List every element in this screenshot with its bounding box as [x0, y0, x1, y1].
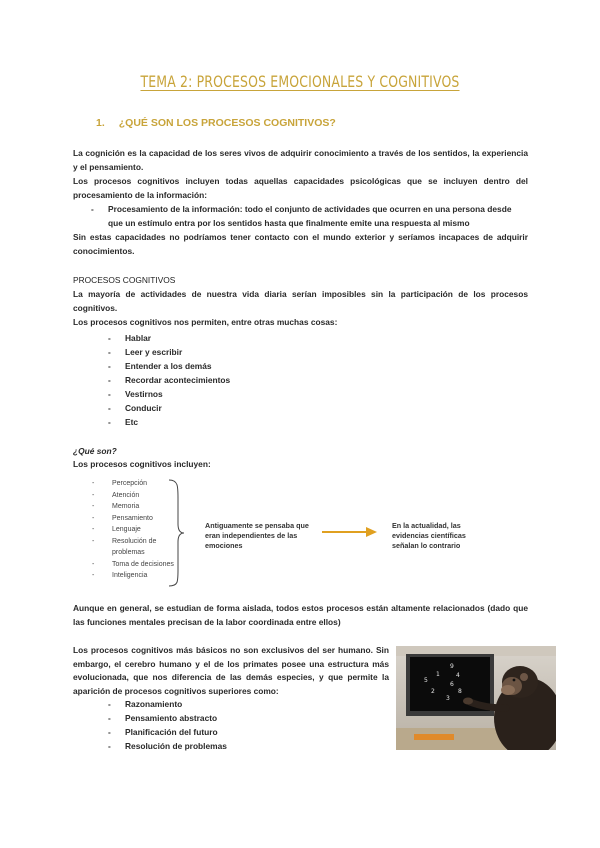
bullet-dash: - — [108, 417, 111, 427]
list-item-text: Conducir — [125, 403, 162, 413]
screen-digit: 6 — [450, 681, 454, 688]
bullet-dash: - — [108, 361, 111, 371]
chimpanzee-illustration — [396, 646, 556, 750]
list-item — [108, 387, 408, 401]
bullet-dash: - — [108, 389, 111, 399]
list-item-text: Toma de decisiones — [112, 560, 174, 568]
curly-brace — [166, 478, 186, 588]
bullet-dash: - — [108, 347, 111, 357]
paragraph-include: Los procesos cognitivos incluyen: — [73, 459, 211, 469]
activities-list — [108, 331, 408, 429]
section-heading — [96, 117, 336, 129]
paragraph-primates: Los procesos cognitivos más básicos no son exclusivos del ser humano. Sin embargo, el cerebro humano y el de los primates posee una estructura más evolucionada, que nos diferencia de las demás especies, y que permite la aparición de procesos cognitivos superiores como: — [73, 645, 389, 696]
paragraph-without: Sin estas capacidades no podríamos tener contacto con el mundo exterior y seríamos incapaces de adquirir conocimientos. — [73, 232, 528, 256]
list-item — [108, 697, 408, 711]
bullet-dash: - — [92, 537, 95, 545]
list-item-text: Atención — [112, 491, 140, 499]
paragraph-related: Aunque en general, se estudian de forma aislada, todos estos procesos están altamente relacionados (dado que las funciones mentales precisan de la labor coordinada entre ellos) — [73, 603, 528, 627]
screen-digit: 9 — [450, 663, 454, 670]
paragraph-allow: Los procesos cognitivos nos permiten, entre otras muchas cosas: — [73, 317, 338, 327]
bullet-dash: - — [92, 491, 95, 499]
paragraph-cognition: La cognición es la capacidad de los seres vivos de adquirir conocimiento a través de los sentidos, la experiencia y el pensamiento. — [73, 148, 528, 172]
bullet-dash: - — [92, 572, 95, 579]
list-item — [108, 401, 408, 415]
paragraph-daily: La mayoría de actividades de nuestra vida diaria serían imposibles sin la participación de los procesos cognitivos. — [73, 289, 528, 313]
bullet-dash: - — [92, 514, 95, 522]
section-heading-text: ¿QUÉ SON LOS PROCESOS COGNITIVOS? — [118, 117, 336, 129]
bullet-dash: - — [108, 403, 111, 413]
bullet-dash: - — [92, 503, 95, 510]
higher-processes-list — [108, 697, 408, 753]
list-item-text: Inteligencia — [112, 572, 148, 579]
bullet-dash: - — [92, 526, 95, 533]
section-number: 1. — [96, 117, 105, 129]
bullet-dash: - — [92, 560, 95, 568]
list-item-text: Resolución de problemas — [112, 537, 157, 556]
processes-list — [92, 478, 172, 582]
list-item — [108, 725, 408, 739]
list-item-text: Pensamiento — [112, 514, 153, 522]
question-what: ¿Qué son? — [73, 446, 117, 456]
screen-digit: 4 — [456, 672, 460, 679]
bullet-dash: - — [108, 333, 111, 343]
screen-digit: 3 — [446, 695, 450, 702]
bullet-dash: - — [91, 204, 94, 214]
arrow-right-icon — [322, 525, 378, 539]
list-item-text: Hablar — [125, 333, 152, 343]
note-present: En la actualidad, las evidencias científicas señalan lo contrario — [392, 521, 466, 550]
list-item-text: Percepción — [112, 480, 148, 487]
subheading-processes: PROCESOS COGNITIVOS — [73, 275, 176, 285]
bullet-dash: - — [108, 727, 111, 737]
list-item-text: Memoria — [112, 503, 140, 510]
bullet-dash: - — [108, 375, 111, 385]
screen-digit: 2 — [431, 688, 435, 695]
page-title: TEMA 2: PROCESOS EMOCIONALES Y COGNITIVOS — [140, 72, 460, 91]
list-item-text: Entender a los demás — [125, 361, 212, 371]
screen-digit: 1 — [436, 671, 440, 678]
bullet-dash: - — [108, 741, 111, 751]
list-item — [108, 373, 408, 387]
list-item — [108, 739, 408, 753]
list-item-text: Leer y escribir — [125, 347, 183, 357]
note-past: Antiguamente se pensaba que eran independientes de las emociones — [205, 521, 309, 550]
list-item-text: Vestirnos — [125, 389, 163, 399]
list-item-text: Etc — [125, 417, 139, 427]
bullet-processing — [91, 203, 528, 230]
bullet-text: Procesamiento de la información: todo el conjunto de actividades que ocurren en una persona desde que un estímulo entra por los sentidos hasta que finalmente emite una respuesta al mismo — [108, 204, 512, 228]
list-item — [108, 415, 408, 429]
chimpanzee-photo — [396, 646, 556, 750]
bullet-dash: - — [108, 713, 111, 723]
list-item-text: Lenguaje — [112, 526, 141, 533]
list-item-text: Pensamiento abstracto — [125, 713, 218, 723]
bullet-dash: - — [108, 699, 111, 709]
screen-digit: 8 — [458, 688, 462, 695]
paragraph-processes: Los procesos cognitivos incluyen todas aquellas capacidades psicológicas que se incluyen dentro del procesamiento de la información: — [73, 176, 528, 200]
bullet-dash: - — [92, 480, 95, 487]
list-item-text: Recordar acontecimientos — [125, 375, 231, 385]
list-item — [108, 345, 408, 359]
list-item — [108, 331, 408, 345]
list-item-text: Resolución de problemas — [125, 741, 227, 751]
list-item — [108, 359, 408, 373]
list-item-text: Razonamiento — [125, 699, 183, 709]
list-item-text: Planificación del futuro — [125, 727, 218, 737]
screen-digit: 5 — [424, 677, 428, 684]
list-item — [108, 711, 408, 725]
